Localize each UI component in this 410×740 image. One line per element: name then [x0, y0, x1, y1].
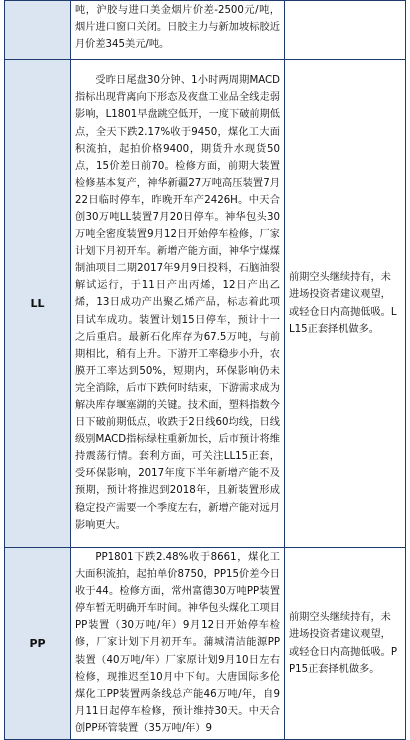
analysis-text: 吨，沪胶与进口美金烟片价差-2500元/吨，烟片进口窗口关闭。日胶主力与新加坡标胶近月价差345美元/吨。 [75, 5, 280, 51]
table-row-ll [5, 60, 406, 548]
analysis-cell-ll [71, 60, 285, 548]
analysis-cell-pp [71, 548, 285, 740]
row-label-pp: PP [5, 548, 71, 740]
table-row-pp [5, 548, 406, 740]
strategy-cell [285, 1, 406, 60]
report-table [4, 0, 406, 740]
analysis-cell [71, 1, 285, 60]
row-label-cell [5, 1, 71, 60]
strategy-cell-ll: 前期空头继续持有，未进场投资者建议观望，或轻仓日内高抛低吸。LL15正套择机做多。 [285, 60, 406, 548]
analysis-text-pp: PP1801下跌2.48%收于8661，煤化工大面积流拍，起拍单价8750，PP15价差今日收于44。检修方面，常州富德30万吨PP装置停车暂无明确开车时间。神华包头煤化工项目PP装置（30万吨/年）9月12日开始停车检修，厂家计划下月初开车。蒲城清洁能源PP装置（40万吨/年）厂家原计划9月10日左右检修，现推迟至10月中下旬。大唐国际多伦煤化工PP装置两条线总产能46万吨/年，自9月11日起停车检修，预计维持30天。中天合创PP环管装置（35万吨/年）9 [75, 552, 280, 734]
table-row-rubber-continued [5, 1, 406, 60]
row-label-ll: LL [5, 60, 71, 548]
analysis-text-ll: 受昨日尾盘30分钟、1小时两周期MACD指标出现背离向下形态及夜盘工业品全线走弱影响，L1801早盘跳空低开，一度下破前期低点，全天下跌2.17%收于9450，煤化工大面积流拍，起拍价格9400，期货升水现货50点，15价差日前70。检修方面，前期大装置检修基本复产，神华新疆27万吨高压装置7月22日临时停车，昨晚开车产2426H。中天合创30万吨LL装置7月20日停车。神华包头30万吨全密度装置9月12日开始停车检修，厂家计划下月初开车。新增产能方面，神华宁煤煤制油项目二期2017年9月9日投料，石脑油裂解试运行，于11日产出丙烯，12日产出乙烯，13日成功产出聚乙烯产品，标志着此项目试车成功。装置计划15日停车，预计十一之后重启。最新石化库存为67.5万吨，与前期相比，稍有上升。下游开工率稳步小升，农膜开工率达到50%，短期内，环保影响仍未完全消除，后市下跌何时结束，下游需求成为解决库存堰塞湖的关键。技术面，塑料指数今日下破前期低点，收跌于2日线60均线，日线级别MACD指标绿柱重新加长，后市预计将维持震荡行情。套利方面，可关注LL15正套，受环保影响，2017年度下半年新增产能不及预期，预计将推迟到2018年，且新装置形成稳定投产需要一个季度左右，新增产能对远月影响更大。 [75, 75, 280, 531]
strategy-cell-pp: 前期空头继续持有，未进场投资者建议观望，或轻仓日内高抛低吸。PP15正套择机做多。 [285, 548, 406, 740]
